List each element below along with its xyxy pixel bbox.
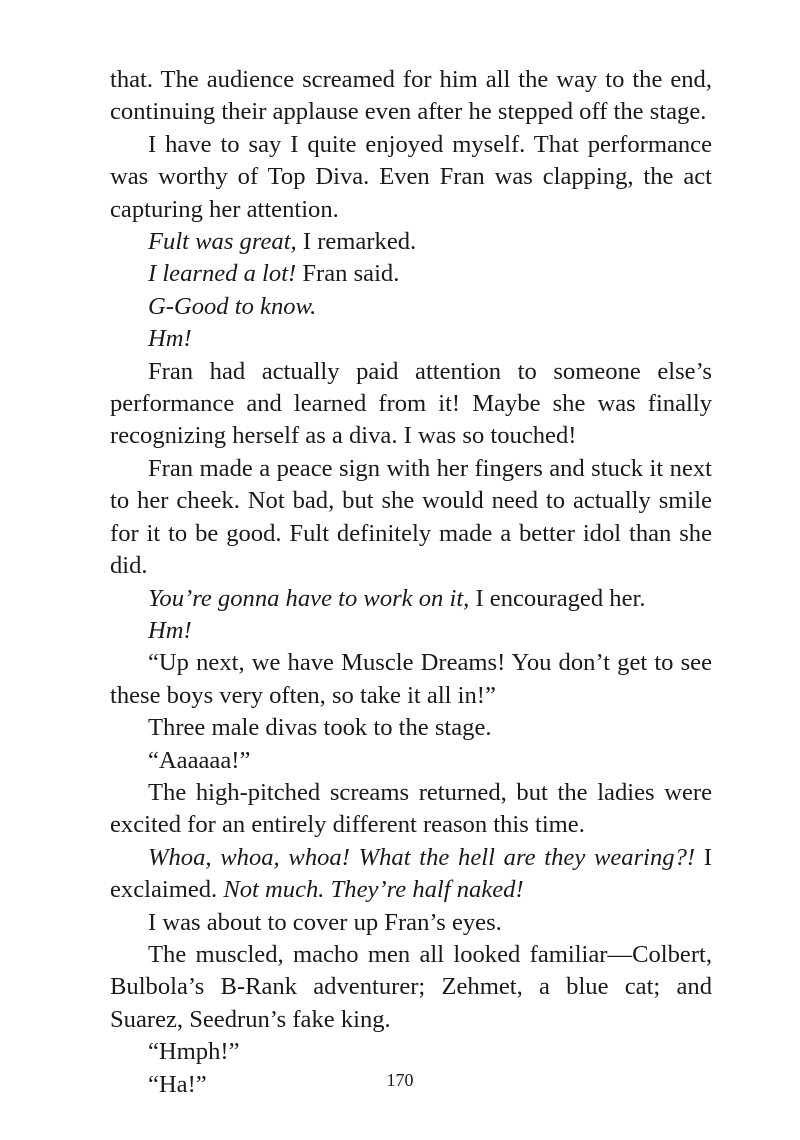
paragraph-15-italic: Whoa, whoa, whoa! What the hell are they wearing?! — [148, 843, 696, 871]
paragraph-7-text: Fran had actually paid attention to someone else’s performance and learned from it! Maybe she was finally recognizing herself as a diva. I was so touched! — [110, 357, 712, 450]
paragraph-10 — [110, 615, 712, 647]
paragraph-17 — [110, 939, 712, 1036]
paragraph-4 — [110, 258, 712, 290]
body-text — [110, 64, 712, 1101]
paragraph-17-text: The muscled, macho men all looked familiar—Colbert, Bulbola’s B-Rank adventurer; Zehmet, a blue cat; and Suarez, Seedrun’s fake king. — [110, 940, 712, 1033]
paragraph-19-text: “Ha!” — [148, 1070, 207, 1098]
paragraph-1-text: that. The audience screamed for him all the way to the end, continuing their applause even after he stepped off the stage. — [110, 66, 712, 126]
paragraph-6 — [110, 323, 712, 355]
paragraph-13 — [110, 745, 712, 777]
paragraph-15-text: I exclaimed. — [110, 843, 712, 904]
paragraph-3-text: I remarked. — [296, 228, 417, 256]
page-number: 170 — [386, 1070, 414, 1090]
paragraph-10-italic: Hm! — [148, 616, 192, 644]
paragraph-3 — [110, 226, 712, 258]
paragraph-3-italic: Fult was great, — [148, 228, 297, 256]
paragraph-5-italic: G-Good to know. — [148, 292, 317, 320]
paragraph-15 — [110, 842, 712, 907]
paragraph-15-italic-2: Not much. They’re half naked! — [223, 876, 524, 904]
paragraph-4-text: Fran said. — [296, 260, 400, 288]
paragraph-8-text: Fran made a peace sign with her fingers and stuck it next to her cheek. Not bad, but she would need to actually smile for it to be good. Fult definitely made a better idol than she did. — [110, 454, 712, 580]
paragraph-12-text: Three male divas took to the stage. — [148, 714, 492, 742]
paragraph-18-text: “Hmph!” — [148, 1038, 240, 1066]
paragraph-11 — [110, 647, 712, 712]
paragraph-6-italic: Hm! — [148, 325, 192, 353]
paragraph-9-italic: You’re gonna have to work on it, — [148, 584, 470, 612]
paragraph-16 — [110, 907, 712, 939]
paragraph-14-text: The high-pitched screams returned, but the ladies were excited for an entirely different reason this time. — [110, 778, 712, 839]
paragraph-2-text: I have to say I quite enjoyed myself. That performance was worthy of Top Diva. Even Fran was clapping, the act capturing her attention. — [110, 130, 712, 223]
paragraph-14 — [110, 777, 712, 842]
paragraph-11-text: “Up next, we have Muscle Dreams! You don’t get to see these boys very often, so take it all in!” — [110, 649, 712, 709]
paragraph-18 — [110, 1036, 712, 1068]
paragraph-16-text: I was about to cover up Fran’s eyes. — [148, 908, 502, 936]
paragraph-7 — [110, 356, 712, 453]
paragraph-9-text: I encouraged her. — [469, 584, 646, 612]
paragraph-4-italic: I learned a lot! — [148, 260, 297, 288]
paragraph-13-text: “Aaaaaa!” — [148, 746, 251, 774]
paragraph-1 — [110, 64, 712, 129]
paragraph-8 — [110, 453, 712, 583]
paragraph-9 — [110, 583, 712, 615]
paragraph-2 — [110, 129, 712, 226]
paragraph-5 — [110, 291, 712, 323]
paragraph-12 — [110, 712, 712, 744]
